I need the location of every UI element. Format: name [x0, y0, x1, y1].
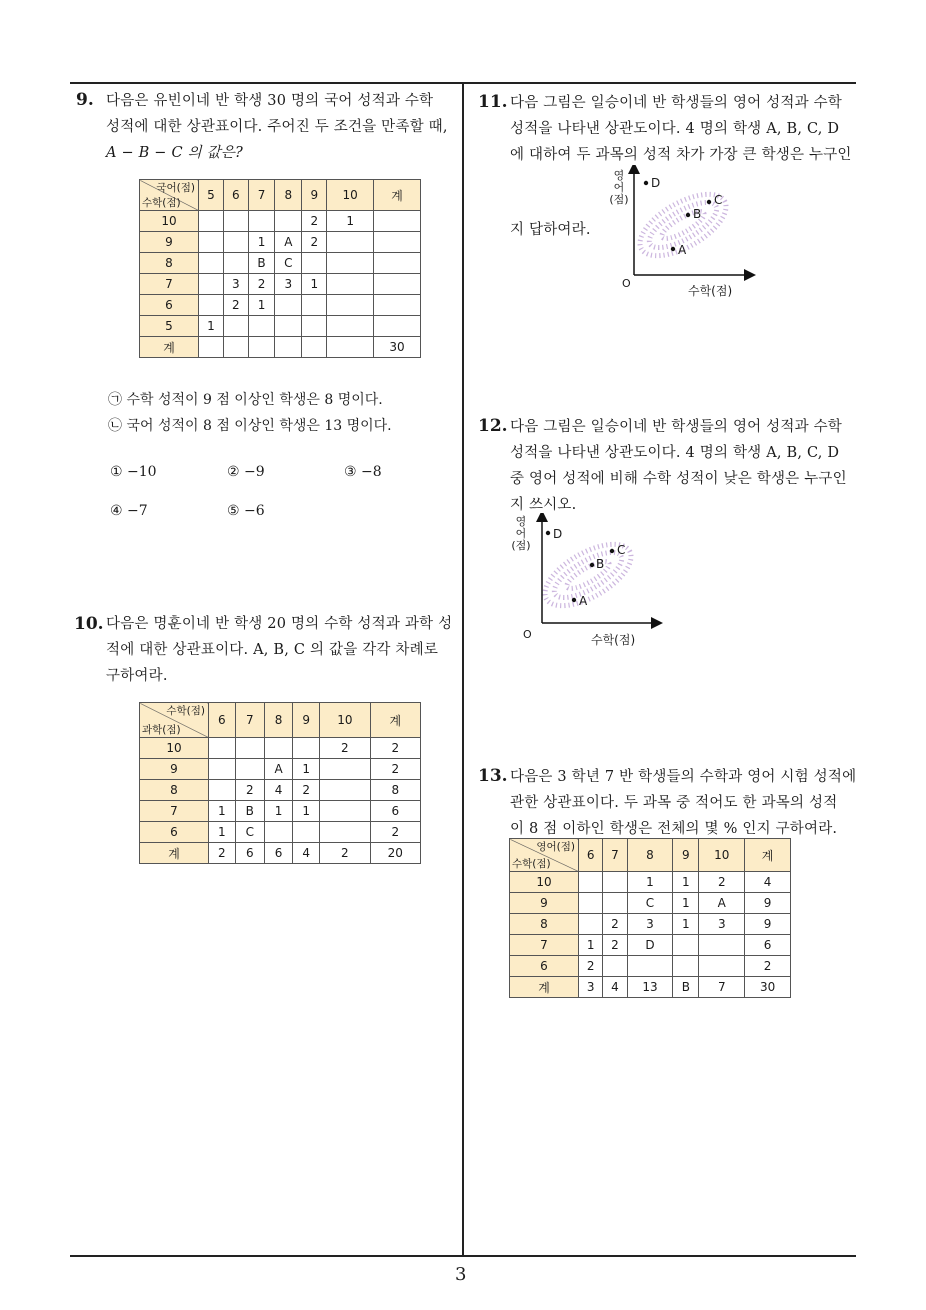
q13-col-header: 7	[603, 839, 627, 872]
q11-point-label: C	[714, 193, 723, 207]
q9-choice-5[interactable]: ⑤ −6	[227, 503, 265, 519]
q13-corner-top: 영어(점)	[536, 841, 575, 853]
q9-col-header: 계	[374, 180, 421, 211]
q10-table-row	[140, 780, 421, 801]
q10-table-cell: 1	[209, 801, 236, 822]
q11-x-axis-label: 수학(점)	[688, 284, 733, 298]
q13-table-cell: A	[699, 893, 745, 914]
q10-row-header: 10	[140, 738, 209, 759]
q9-table-cell: 2	[302, 232, 327, 253]
q13-table-cell: 9	[745, 893, 791, 914]
q10-table-row	[140, 759, 421, 780]
q10-table-cell: 2	[320, 843, 370, 864]
q9-table-cell	[374, 232, 421, 253]
q13-table-cell	[699, 956, 745, 977]
q9-table-cell	[327, 253, 374, 274]
q9-table-cell	[327, 316, 374, 337]
q10-number: 10.	[74, 614, 104, 634]
q9-table-cell	[302, 337, 327, 358]
q13-corner-bottom: 수학(점)	[512, 858, 551, 870]
q9-table-cell	[374, 253, 421, 274]
q13-table-row	[510, 977, 791, 998]
q9-col-header: 6	[223, 180, 248, 211]
q9-table-row	[140, 232, 421, 253]
q10-table-cell: 6	[264, 843, 293, 864]
q13-table-cell: 1	[579, 935, 603, 956]
q9-table-cell: 3	[275, 274, 302, 295]
q9-table-cell	[223, 253, 248, 274]
q11-stem-tail: 지 답하여라.	[510, 222, 591, 238]
q10-table-cell	[293, 738, 320, 759]
q9-choice-1[interactable]: ① −10	[110, 464, 157, 480]
q10-table-cell: 4	[293, 843, 320, 864]
q9-row-header: 7	[140, 274, 199, 295]
q11-origin: O	[622, 277, 631, 290]
q9-table-cell: 1	[248, 232, 275, 253]
q12-number: 12.	[478, 416, 508, 436]
q13-table-cell: 3	[627, 914, 673, 935]
q13-table-cell: 13	[627, 977, 673, 998]
q9-table-cell	[374, 316, 421, 337]
q10-table-cell	[235, 759, 264, 780]
q9-table-cell: A	[275, 232, 302, 253]
q9-table-cell	[327, 295, 374, 316]
q10-table-corner	[140, 703, 209, 738]
page-number: 3	[455, 1264, 467, 1285]
q9-line-3: A − B − C 의 값은?	[106, 145, 243, 161]
q13-table-cell: 9	[745, 914, 791, 935]
q9-table-cell: 2	[302, 211, 327, 232]
q13-row-header: 7	[510, 935, 579, 956]
q9-table-cell	[223, 337, 248, 358]
q9-row-header: 계	[140, 337, 199, 358]
q12-point-label: B	[596, 557, 605, 571]
q10-table-cell	[209, 759, 236, 780]
q12-line-4: 지 쓰시오.	[510, 497, 577, 513]
q13-row-header: 10	[510, 872, 579, 893]
q9-col-header: 10	[327, 180, 374, 211]
q10-line-3: 구하여라.	[106, 668, 168, 684]
q13-table-cell: 2	[579, 956, 603, 977]
q13-table-cell	[579, 914, 603, 935]
q13-table-row	[510, 935, 791, 956]
q9-table-cell	[302, 295, 327, 316]
q10-table-cell: 1	[293, 759, 320, 780]
q13-table-cell	[673, 935, 699, 956]
q9-choice-4[interactable]: ④ −7	[110, 503, 148, 519]
q9-col-header: 8	[275, 180, 302, 211]
q10-corner-top: 수학(점)	[166, 705, 205, 717]
q9-col-header: 7	[248, 180, 275, 211]
q9-table-row	[140, 211, 421, 232]
q9-table-cell: 1	[327, 211, 374, 232]
q13-col-header: 10	[699, 839, 745, 872]
q10-table-cell	[320, 801, 370, 822]
q10-table-cell: 2	[370, 822, 420, 843]
q10-table-cell: 8	[370, 780, 420, 801]
bottom-rule	[70, 1255, 856, 1257]
q13-table-cell: 7	[699, 977, 745, 998]
q13-table-row	[510, 956, 791, 977]
q13-table-cell	[673, 956, 699, 977]
q13-col-header: 9	[673, 839, 699, 872]
q13-row-header: 6	[510, 956, 579, 977]
q9-number: 9.	[76, 90, 94, 110]
q10-table-cell: 6	[235, 843, 264, 864]
q10-row-header: 6	[140, 822, 209, 843]
q11-y-axis-label: 영 어 (점)	[609, 169, 629, 206]
q10-table-cell	[209, 738, 236, 759]
q10-col-header: 7	[235, 703, 264, 738]
q9-table-cell: 3	[223, 274, 248, 295]
q13-line-2: 관한 상관표이다. 두 과목 중 적어도 한 과목의 성적	[510, 795, 838, 811]
q10-col-header: 6	[209, 703, 236, 738]
q9-row-header: 10	[140, 211, 199, 232]
q13-row-header: 계	[510, 977, 579, 998]
q10-table-cell: 4	[264, 780, 293, 801]
q13-col-header: 8	[627, 839, 673, 872]
q10-col-header: 10	[320, 703, 370, 738]
q9-table-cell	[223, 211, 248, 232]
q13-table-cell: 4	[603, 977, 627, 998]
q9-table-cell: B	[248, 253, 275, 274]
q9-table-cell	[275, 295, 302, 316]
q9-table-cell	[223, 316, 248, 337]
q9-choice-3[interactable]: ③ −8	[344, 464, 382, 480]
q10-table-cell: 2	[209, 843, 236, 864]
q9-condition-1: ㉠ 수학 성적이 9 점 이상인 학생은 8 명이다.	[108, 392, 383, 408]
q9-table-cell	[199, 232, 224, 253]
q10-table-cell: C	[235, 822, 264, 843]
q9-table-cell	[275, 337, 302, 358]
q9-row-header: 5	[140, 316, 199, 337]
q10-table-cell: 1	[293, 801, 320, 822]
q9-table-corner	[140, 180, 199, 211]
q13-row-header: 9	[510, 893, 579, 914]
q10-table-cell: 6	[370, 801, 420, 822]
q13-number: 13.	[478, 766, 508, 786]
q13-table-cell	[603, 893, 627, 914]
q12-x-axis-label: 수학(점)	[591, 633, 636, 647]
q10-col-header: 계	[370, 703, 420, 738]
q12-line-2: 성적을 나타낸 상관도이다. 4 명의 학생 A, B, C, D	[510, 445, 840, 461]
q13-table-cell: 2	[699, 872, 745, 893]
q13-table-row	[510, 914, 791, 935]
q13-correlation-table	[509, 838, 791, 998]
q13-table-cell: D	[627, 935, 673, 956]
q9-choice-2[interactable]: ② −9	[227, 464, 265, 480]
q11-point-label: A	[678, 243, 687, 257]
q9-table-cell	[302, 316, 327, 337]
q12-line-3: 중 영어 성적에 비해 수학 성적이 낮은 학생은 누구인	[510, 471, 847, 487]
q10-row-header: 8	[140, 780, 209, 801]
q10-table-cell: 2	[293, 780, 320, 801]
q13-col-header: 계	[745, 839, 791, 872]
q9-table-row	[140, 316, 421, 337]
q9-line-1: 다음은 유빈이네 반 학생 30 명의 국어 성적과 수학	[106, 93, 434, 109]
q9-table-cell	[199, 211, 224, 232]
q10-table-cell	[293, 822, 320, 843]
q10-stem	[106, 611, 452, 689]
q9-row-header: 6	[140, 295, 199, 316]
q10-table-cell: 2	[235, 780, 264, 801]
q13-table-row	[510, 893, 791, 914]
q9-col-header: 5	[199, 180, 224, 211]
q13-table-cell: 1	[673, 872, 699, 893]
column-divider	[462, 83, 464, 1257]
q10-table-cell	[320, 822, 370, 843]
q9-stem	[106, 88, 448, 166]
q10-table-row	[140, 801, 421, 822]
q13-table-corner	[510, 839, 579, 872]
q13-table-cell: 2	[603, 914, 627, 935]
q9-table-cell: 1	[248, 295, 275, 316]
q10-table-cell: 1	[209, 822, 236, 843]
q9-table-cell	[248, 316, 275, 337]
q13-table-cell	[627, 956, 673, 977]
q9-table-cell	[248, 337, 275, 358]
q10-row-header: 계	[140, 843, 209, 864]
q9-table-cell	[199, 295, 224, 316]
q13-table-cell: B	[673, 977, 699, 998]
q9-table-cell: 1	[302, 274, 327, 295]
q10-table-cell: B	[235, 801, 264, 822]
q10-line-2: 적에 대한 상관표이다. A, B, C 의 값을 각각 차례로	[106, 642, 439, 658]
q9-table-cell	[327, 274, 374, 295]
q13-table-cell: 4	[745, 872, 791, 893]
q11-line-2: 성적을 나타낸 상관도이다. 4 명의 학생 A, B, C, D	[510, 121, 840, 137]
q11-point-label: B	[693, 207, 702, 221]
q10-table-cell	[320, 759, 370, 780]
q9-table-row	[140, 274, 421, 295]
q9-table-row	[140, 337, 421, 358]
q9-corner-top: 국어(점)	[156, 182, 195, 194]
q9-table-row	[140, 295, 421, 316]
q10-table-cell: 2	[370, 738, 420, 759]
q13-table-cell	[603, 956, 627, 977]
q12-point-label: A	[579, 594, 588, 608]
q9-table-row	[140, 253, 421, 274]
q13-table-cell: 2	[745, 956, 791, 977]
q11-stem	[510, 90, 852, 168]
q9-table-cell: C	[275, 253, 302, 274]
q13-line-3: 이 8 점 이하인 학생은 전체의 몇 % 인지 구하여라.	[510, 821, 838, 837]
q13-table-cell: 1	[627, 872, 673, 893]
q13-table-cell: 3	[699, 914, 745, 935]
q13-table-cell: 3	[579, 977, 603, 998]
q13-col-header: 6	[579, 839, 603, 872]
q9-table-cell	[327, 337, 374, 358]
q9-table-cell	[275, 211, 302, 232]
q10-table-cell: 2	[320, 738, 370, 759]
q9-table-cell	[327, 232, 374, 253]
q10-table-cell	[235, 738, 264, 759]
q10-table-cell	[264, 822, 293, 843]
q9-col-header: 9	[302, 180, 327, 211]
q13-table-cell	[699, 935, 745, 956]
q9-line-2: 성적에 대한 상관표이다. 주어진 두 조건을 만족할 때,	[106, 119, 448, 135]
q10-correlation-table	[139, 702, 421, 864]
q9-condition-2: ㉡ 국어 성적이 8 점 이상인 학생은 13 명이다.	[108, 418, 392, 434]
q9-correlation-table	[139, 179, 421, 358]
q13-table-cell: 30	[745, 977, 791, 998]
q10-table-cell: 2	[370, 759, 420, 780]
q10-row-header: 7	[140, 801, 209, 822]
q9-table-cell	[275, 316, 302, 337]
q9-table-cell	[223, 232, 248, 253]
q10-table-cell: A	[264, 759, 293, 780]
q13-table-row	[510, 872, 791, 893]
q9-table-cell: 1	[199, 316, 224, 337]
q9-table-cell: 2	[223, 295, 248, 316]
q11-number: 11.	[478, 92, 508, 112]
q10-table-row	[140, 843, 421, 864]
q11-line-1: 다음 그림은 일승이네 반 학생들의 영어 성적과 수학	[510, 95, 843, 111]
q9-table-cell	[199, 274, 224, 295]
q12-scatter-graph	[505, 513, 665, 648]
q9-table-cell	[248, 211, 275, 232]
q10-table-cell	[320, 780, 370, 801]
q12-y-axis-label: 영 어 (점)	[511, 515, 531, 552]
q10-line-1: 다음은 명훈이네 반 학생 20 명의 수학 성적과 과학 성	[106, 616, 453, 632]
q13-table-cell	[579, 872, 603, 893]
q9-corner-bottom: 수학(점)	[142, 197, 181, 209]
q11-scatter-graph	[600, 165, 760, 300]
q10-table-cell: 1	[264, 801, 293, 822]
q13-table-cell: C	[627, 893, 673, 914]
q10-table-cell	[264, 738, 293, 759]
q10-col-header: 8	[264, 703, 293, 738]
q9-table-cell	[374, 211, 421, 232]
q13-table-cell: 2	[603, 935, 627, 956]
q10-col-header: 9	[293, 703, 320, 738]
q9-table-cell: 2	[248, 274, 275, 295]
q10-table-cell: 20	[370, 843, 420, 864]
q9-table-cell	[199, 337, 224, 358]
q13-table-cell: 1	[673, 893, 699, 914]
q10-table-row	[140, 822, 421, 843]
q11-line-3: 에 대하여 두 과목의 성적 차가 가장 큰 학생은 누구인	[510, 147, 852, 163]
q11-point-label: D	[651, 176, 661, 190]
q9-table-cell: 30	[374, 337, 421, 358]
q13-table-cell	[603, 872, 627, 893]
q13-row-header: 8	[510, 914, 579, 935]
q12-line-1: 다음 그림은 일승이네 반 학생들의 영어 성적과 수학	[510, 419, 843, 435]
q9-table-cell	[302, 253, 327, 274]
q12-origin: O	[523, 628, 532, 641]
q9-row-header: 9	[140, 232, 199, 253]
q12-point-label: C	[617, 543, 626, 557]
q13-line-1: 다음은 3 학년 7 반 학생들의 수학과 영어 시험 성적에	[510, 769, 857, 785]
q10-corner-bottom: 과학(점)	[142, 724, 181, 736]
q13-table-cell	[579, 893, 603, 914]
q9-table-cell	[374, 274, 421, 295]
q12-stem	[510, 414, 847, 518]
q13-stem	[510, 764, 856, 842]
q13-table-cell: 1	[673, 914, 699, 935]
q9-table-cell	[374, 295, 421, 316]
q13-table-cell: 6	[745, 935, 791, 956]
q10-table-row	[140, 738, 421, 759]
q9-row-header: 8	[140, 253, 199, 274]
q10-table-cell	[209, 780, 236, 801]
q12-point-label: D	[553, 527, 563, 541]
q9-table-cell	[199, 253, 224, 274]
q10-row-header: 9	[140, 759, 209, 780]
